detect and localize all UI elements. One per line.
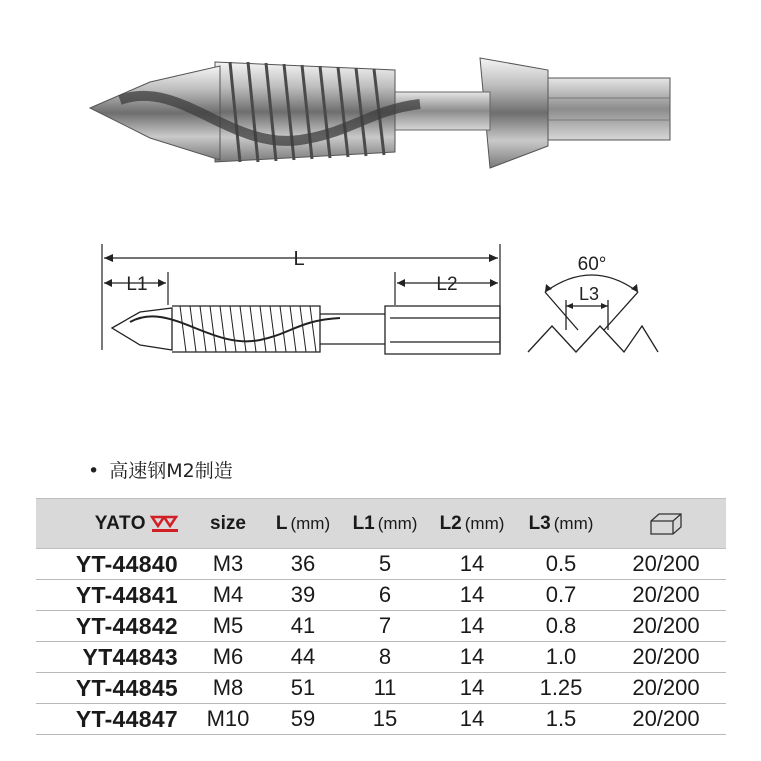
cell-L1: 5 (342, 549, 428, 580)
cell-pack: 20/200 (606, 611, 726, 642)
product-photo (0, 0, 761, 210)
cell-L3: 1.0 (516, 642, 606, 673)
cell-code: YT44843 (36, 642, 192, 673)
cell-size: M10 (192, 704, 264, 735)
cell-code: YT-44841 (36, 580, 192, 611)
cell-code: YT-44845 (36, 673, 192, 704)
technical-diagram (0, 210, 761, 440)
cell-code: YT-44840 (36, 549, 192, 580)
cell-L3: 0.5 (516, 549, 606, 580)
yato-logo-icon (150, 514, 180, 534)
dim-label-L1: L1 (126, 274, 148, 295)
cell-pack: 20/200 (606, 549, 726, 580)
cell-L: 36 (264, 549, 342, 580)
table-row (36, 673, 726, 704)
angle-label: 60° (577, 254, 607, 275)
cell-pack: 20/200 (606, 642, 726, 673)
hex-shank (540, 78, 670, 140)
material-note (88, 456, 233, 483)
cell-size: M4 (192, 580, 264, 611)
cell-L1: 6 (342, 580, 428, 611)
note-text: 高速钢M2制造 (109, 460, 233, 482)
col-L3: L3 (mm) (516, 499, 606, 549)
table-row (36, 704, 726, 735)
cell-L3: 1.5 (516, 704, 606, 735)
note-bullet: • (88, 460, 100, 482)
table-row (36, 642, 726, 673)
bit-outline (112, 306, 500, 354)
dim-label-L2: L2 (436, 274, 458, 295)
cell-L: 59 (264, 704, 342, 735)
cell-L: 51 (264, 673, 342, 704)
cell-L1: 11 (342, 673, 428, 704)
cell-L2: 14 (428, 673, 516, 704)
dim-label-L3: L3 (578, 284, 600, 304)
table-header-row (36, 499, 726, 549)
cell-L1: 8 (342, 642, 428, 673)
cell-L2: 14 (428, 580, 516, 611)
cell-L: 41 (264, 611, 342, 642)
box-icon (649, 512, 683, 536)
table-row (36, 549, 726, 580)
cell-size: M3 (192, 549, 264, 580)
cell-size: M6 (192, 642, 264, 673)
threaded-body (215, 62, 395, 162)
cell-L: 44 (264, 642, 342, 673)
cell-size: M8 (192, 673, 264, 704)
cell-L1: 15 (342, 704, 428, 735)
table-row (36, 580, 726, 611)
thread-lines (180, 306, 316, 352)
spec-table (36, 498, 726, 735)
cell-L2: 14 (428, 642, 516, 673)
cell-L3: 0.8 (516, 611, 606, 642)
cell-pack: 20/200 (606, 673, 726, 704)
table-row (36, 611, 726, 642)
dim-label-L: L (293, 248, 305, 270)
cell-L2: 14 (428, 704, 516, 735)
col-L1: L1 (mm) (342, 499, 428, 549)
brand-name: YATO (94, 512, 146, 534)
col-size: size (192, 499, 264, 549)
cell-size: M5 (192, 611, 264, 642)
cell-L1: 7 (342, 611, 428, 642)
brand-header (36, 499, 192, 549)
col-L2: L2 (mm) (428, 499, 516, 549)
cell-pack: 20/200 (606, 704, 726, 735)
cell-L3: 0.7 (516, 580, 606, 611)
cell-code: YT-44847 (36, 704, 192, 735)
cell-L2: 14 (428, 611, 516, 642)
cell-L2: 14 (428, 549, 516, 580)
cell-L: 39 (264, 580, 342, 611)
col-pack (606, 499, 726, 549)
cell-code: YT-44842 (36, 611, 192, 642)
col-L: L (mm) (264, 499, 342, 549)
cell-L3: 1.25 (516, 673, 606, 704)
cell-pack: 20/200 (606, 580, 726, 611)
